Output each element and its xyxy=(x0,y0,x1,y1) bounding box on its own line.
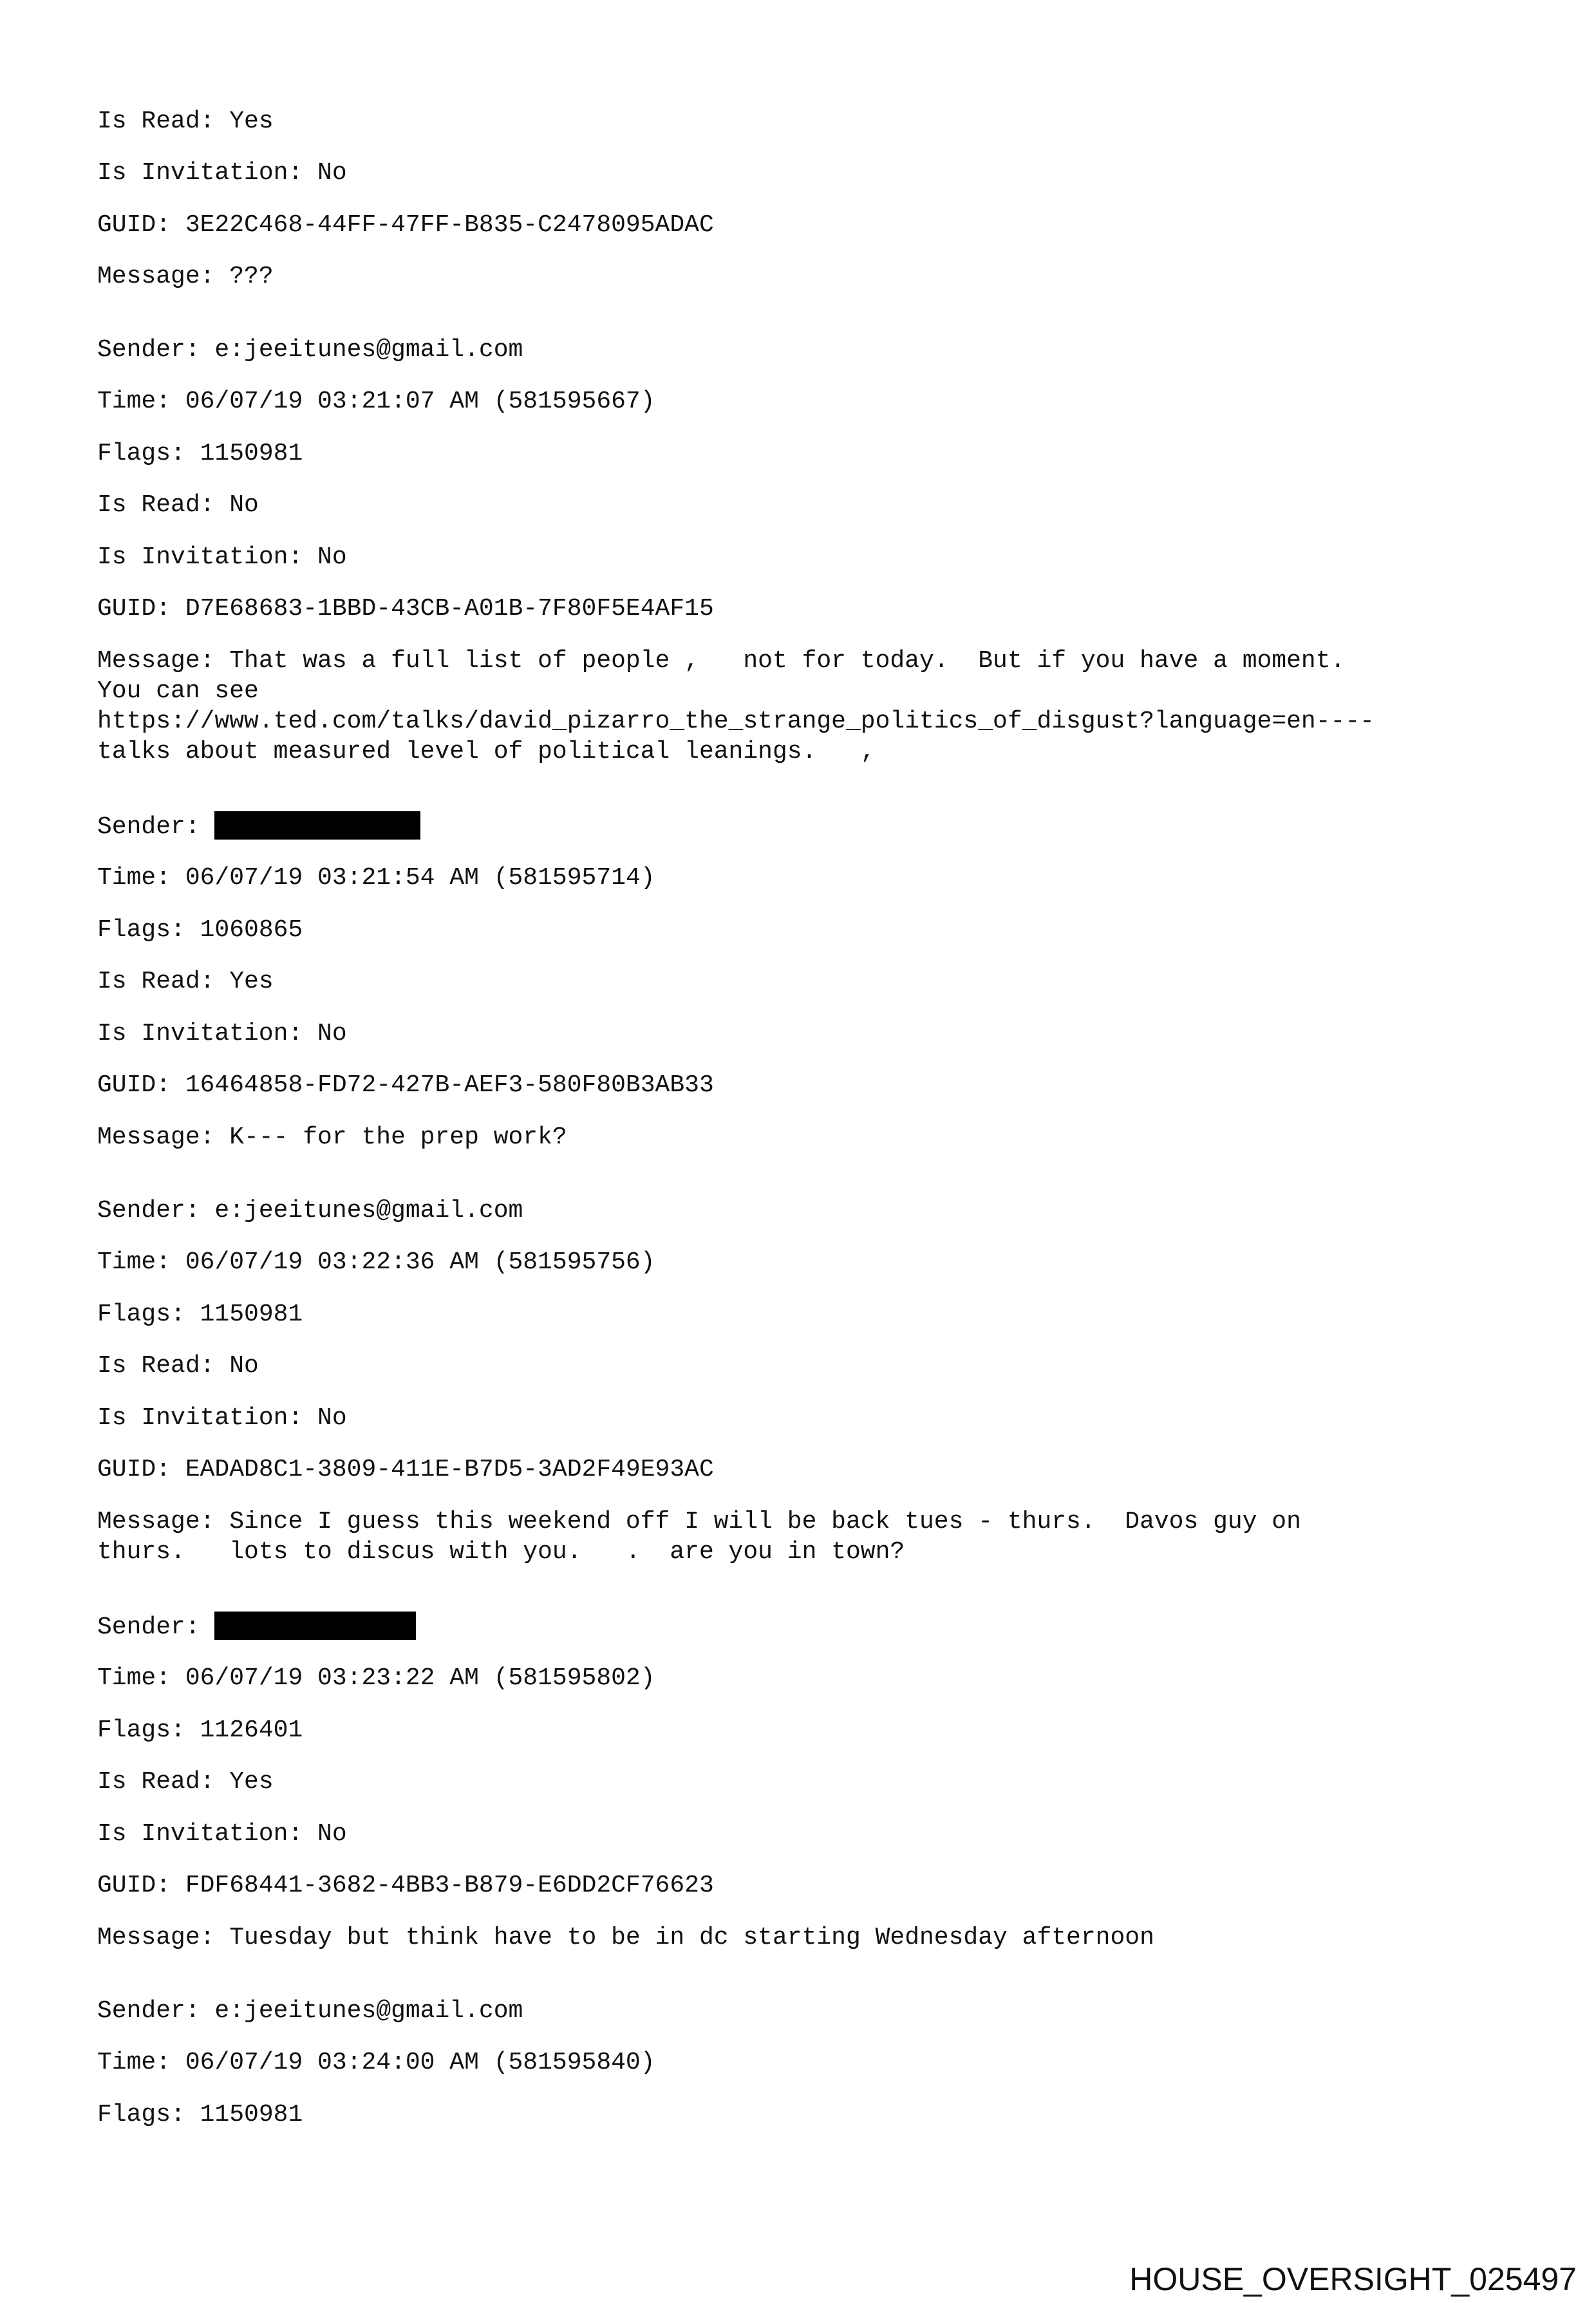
is-read-line: Is Read: No xyxy=(97,1352,259,1380)
bates-number: HOUSE_OVERSIGHT_025497 xyxy=(1129,2261,1577,2297)
flags-line: Flags: 1126401 xyxy=(97,1716,303,1744)
message-line: thurs. lots to discus with you. . are you in town? xyxy=(97,1538,905,1566)
is-invitation-line: Is Invitation: No xyxy=(97,1820,347,1848)
message-line: Message: That was a full list of people , not for today. But if you have a moment. xyxy=(97,647,1346,675)
guid-line: GUID: EADAD8C1-3809-411E-B7D5-3AD2F49E93AC xyxy=(97,1456,714,1483)
sender-line xyxy=(97,811,420,842)
sender-line: Sender: e:jeeitunes@gmail.com xyxy=(97,1997,523,2025)
is-invitation-line: Is Invitation: No xyxy=(97,159,347,187)
is-invitation-line: Is Invitation: No xyxy=(97,1020,347,1048)
is-read-line: Is Read: Yes xyxy=(97,1768,274,1796)
time-line: Time: 06/07/19 03:21:54 AM (581595714) xyxy=(97,864,655,892)
message-line: https://www.ted.com/talks/david_pizarro_the_strange_politics_of_disgust?language=en---- xyxy=(97,708,1375,735)
is-invitation-line: Is Invitation: No xyxy=(97,1404,347,1432)
sender-label: Sender: xyxy=(97,1613,215,1641)
flags-line: Flags: 1060865 xyxy=(97,916,303,944)
sender-label: Sender: xyxy=(97,813,215,841)
flags-line: Flags: 1150981 xyxy=(97,1301,303,1328)
guid-line: GUID: 16464858-FD72-427B-AEF3-580F80B3AB33 xyxy=(97,1071,714,1099)
redaction-box xyxy=(214,811,420,840)
sender-line: Sender: e:jeeitunes@gmail.com xyxy=(97,1197,523,1225)
time-line: Time: 06/07/19 03:23:22 AM (581595802) xyxy=(97,1664,655,1692)
sender-line xyxy=(97,1612,416,1642)
message-line: Message: Since I guess this weekend off I will be back tues - thurs. Davos guy on xyxy=(97,1508,1301,1536)
guid-line: GUID: D7E68683-1BBD-43CB-A01B-7F80F5E4AF15 xyxy=(97,595,714,623)
redaction-box xyxy=(214,1612,416,1640)
is-read-line: Is Read: Yes xyxy=(97,968,274,995)
time-line: Time: 06/07/19 03:24:00 AM (581595840) xyxy=(97,2049,655,2076)
message-line: You can see xyxy=(97,677,259,705)
message-line: Message: K--- for the prep work? xyxy=(97,1123,567,1151)
message-line: talks about measured level of political leanings. , xyxy=(97,738,876,766)
time-line: Time: 06/07/19 03:21:07 AM (581595667) xyxy=(97,388,655,415)
time-line: Time: 06/07/19 03:22:36 AM (581595756) xyxy=(97,1248,655,1276)
flags-line: Flags: 1150981 xyxy=(97,2101,303,2129)
message-line: Message: ??? xyxy=(97,263,274,290)
is-read-line: Is Read: Yes xyxy=(97,108,274,135)
is-read-line: Is Read: No xyxy=(97,491,259,519)
guid-line: GUID: FDF68441-3682-4BB3-B879-E6DD2CF76623 xyxy=(97,1872,714,1899)
message-line: Message: Tuesday but think have to be in dc starting Wednesday afternoon xyxy=(97,1924,1154,1951)
flags-line: Flags: 1150981 xyxy=(97,440,303,467)
sender-line: Sender: e:jeeitunes@gmail.com xyxy=(97,336,523,364)
guid-line: GUID: 3E22C468-44FF-47FF-B835-C2478095ADAC xyxy=(97,211,714,239)
is-invitation-line: Is Invitation: No xyxy=(97,543,347,571)
